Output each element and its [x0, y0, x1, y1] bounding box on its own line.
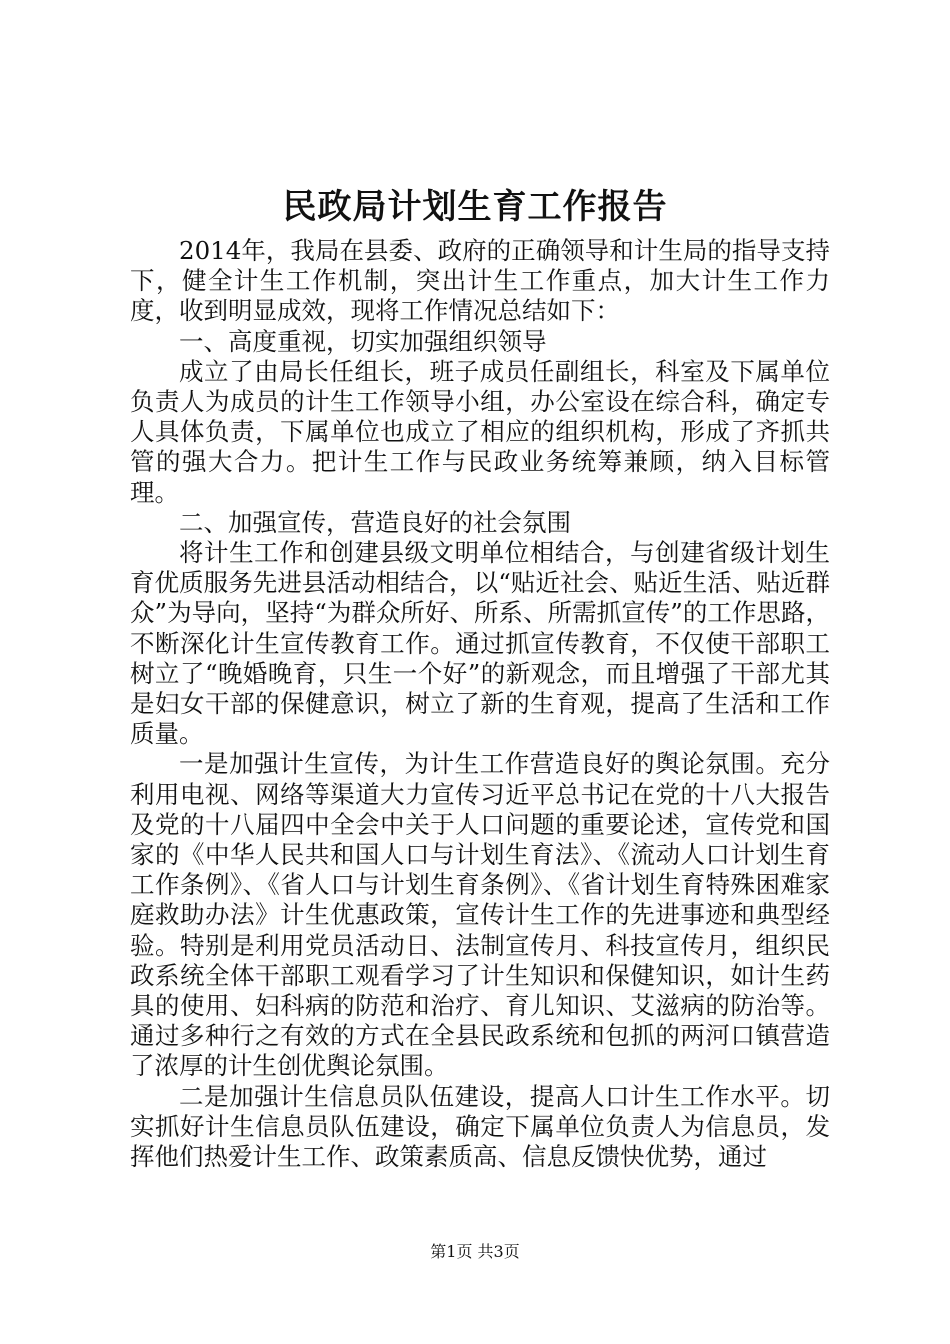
paragraph-organization: 成立了由局长任组长，班子成员任副组长，科室及下属单位负责人为成员的计生工作领导小组，办公室设在综合科，确定专人具体负责，下属单位也成立了相应的组织机构，形成了齐抓共管的强大合力。把计生工作与民政业务统筹兼顾，纳入目标管理。 [130, 356, 830, 507]
page-footer: 第1页 共3页 [430, 1242, 520, 1261]
document-title: 民政局计划生育工作报告 [282, 187, 668, 227]
paragraph-point-one: 一是加强计生宣传，为计生工作营造良好的舆论氛围。充分利用电视、网络等渠道大力宣传习近平总书记在党的十八大报告及党的十八届四中全会中关于人口问题的重要论述，宣传党和国家的《中华人民共和国人口与计划生育法》、《流动人口计划生育工作条例》、《省人口与计划生育条例》、《省计划生育特殊困难家庭救助办法》计生优惠政策，宣传计生工作的先进事迹和典型经验。特别是利用党员活动日、法制宣传月、科技宣传月，组织民政系统全体干部职工观看学习了计生知识和保健知识，如计生药具的使用、妇科病的防范和治疗、育儿知识、艾滋病的防治等。通过多种行之有效的方式在全县民政系统和包抓的两河口镇营造了浓厚的计生创优舆论氛围。 [130, 749, 830, 1081]
paragraph-intro: 2014年，我局在县委、政府的正确领导和计生局的指导支持下，健全计生工作机制，突出计生工作重点，加大计生工作力度，收到明显成效，现将工作情况总结如下： [130, 236, 830, 326]
paragraph-point-two: 二是加强计生信息员队伍建设，提高人口计生工作水平。切实抓好计生信息员队伍建设，确定下属单位负责人为信息员，发挥他们热爱计生工作、政策素质高、信息反馈快优势，通过 [130, 1081, 830, 1172]
section-heading-1: 一、高度重视，切实加强组织领导 [179, 326, 547, 356]
section-heading-2: 二、加强宣传，营造良好的社会氛围 [179, 507, 571, 537]
paragraph-publicity: 将计生工作和创建县级文明单位相结合，与创建省级计划生育优质服务先进县活动相结合，以“贴近社会、贴近生活、贴近群众”为导向，坚持“为群众所好、所系、所需抓宣传”的工作思路，不断深化计生宣传教育工作。通过抓宣传教育，不仅使干部职工树立了“晚婚晚育，只生一个好”的新观念，而且增强了干部尤其是妇女干部的保健意识，树立了新的生育观，提高了生活和工作质量。 [130, 538, 830, 749]
document-body [130, 236, 830, 1172]
